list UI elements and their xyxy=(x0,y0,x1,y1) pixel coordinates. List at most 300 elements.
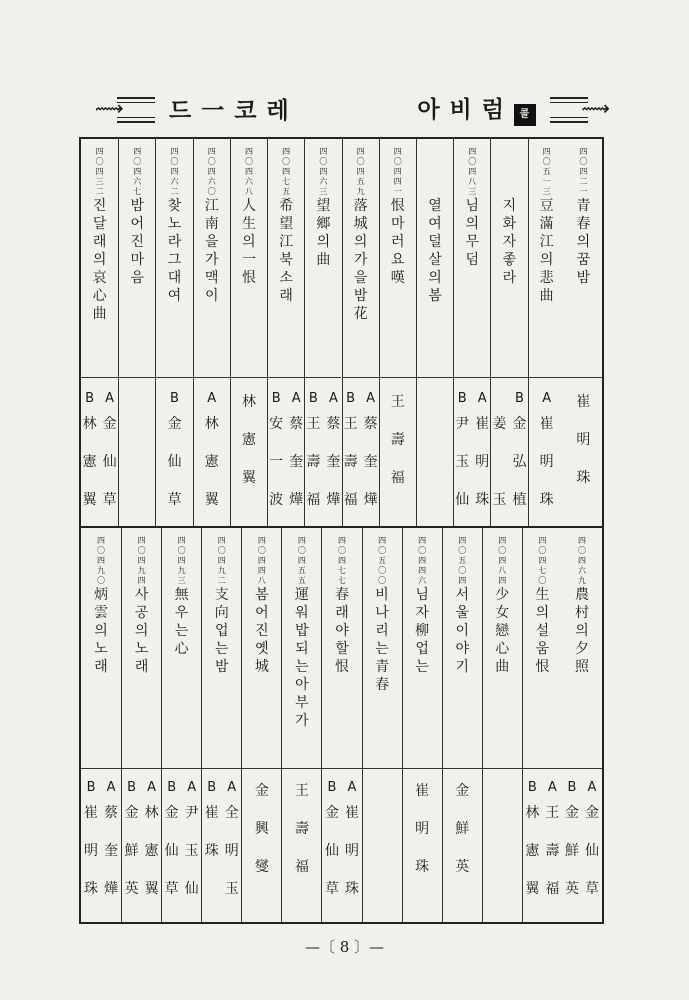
title-char: 무 xyxy=(465,234,479,250)
record-artists xyxy=(454,391,490,527)
artist-char: 林 xyxy=(525,805,540,821)
record-artists xyxy=(122,780,161,916)
artist-char: 草 xyxy=(102,492,117,508)
record-number: 四 〇 四 五 九 xyxy=(356,147,365,196)
record-number: 四 〇 四 七 〇 xyxy=(538,536,547,585)
title-char: 江 xyxy=(204,198,219,214)
title-char: 滿 xyxy=(539,216,554,232)
title-char: 悲 xyxy=(539,270,554,286)
record-title xyxy=(529,197,565,305)
title-char: 요 xyxy=(391,252,405,268)
artist-char: 蔡 xyxy=(104,805,119,821)
title-char: 恨 xyxy=(535,659,550,675)
banner-title xyxy=(155,93,550,123)
artist-char: 翼 xyxy=(144,881,159,897)
artist-char: 金 xyxy=(164,805,179,821)
record-artists xyxy=(529,391,565,527)
artist-char: 林 xyxy=(204,416,219,432)
side-label: B xyxy=(167,780,177,795)
artist-char: 仙 xyxy=(584,843,599,859)
title-char: 豆 xyxy=(539,198,554,214)
artist-name xyxy=(583,780,600,916)
title-char: 希 xyxy=(279,198,294,214)
artist-char: 金 xyxy=(455,783,470,799)
title-char: 리 xyxy=(375,623,389,639)
record-number: 四 〇 四 六 三 xyxy=(319,147,328,196)
record-number: 四 〇 四 九 四 xyxy=(137,536,146,585)
title-char: 의 xyxy=(465,216,479,232)
title-char: 의 xyxy=(94,623,108,639)
artist-char: 弘 xyxy=(512,454,527,470)
title-char: 야 xyxy=(455,641,469,657)
artist-char: 憲 xyxy=(241,432,256,448)
row-separator xyxy=(483,768,522,769)
side-label: B xyxy=(346,391,356,406)
artist-char: 明 xyxy=(576,432,591,448)
record-artists xyxy=(562,780,602,916)
side-label: A xyxy=(291,391,301,406)
title-char: 의 xyxy=(428,270,442,286)
artist-name xyxy=(538,391,555,527)
artist-char: 燁 xyxy=(326,492,341,508)
artist-char: 金 xyxy=(324,805,339,821)
artist-char: 玉 xyxy=(184,843,199,859)
record-column xyxy=(379,139,416,526)
artist-char: 仙 xyxy=(184,881,199,897)
artist-name xyxy=(166,391,183,527)
artist-char: 崔 xyxy=(415,783,430,799)
title-char: 울 xyxy=(455,605,469,621)
artist-char: 憲 xyxy=(82,454,97,470)
title-char: 는 xyxy=(214,641,229,657)
side-label: A xyxy=(207,391,217,406)
record-column xyxy=(81,528,121,922)
record-number: 四 〇 四 九 〇 xyxy=(97,536,106,585)
title-char: 曲 xyxy=(316,252,331,268)
artist-char: 鮮 xyxy=(564,843,579,859)
title-char: 래 xyxy=(94,659,108,675)
title-char: 柳 xyxy=(415,623,430,639)
title-char: 春 xyxy=(375,677,390,693)
title-right-text: 아 비 럼 xyxy=(417,96,505,123)
record-column xyxy=(267,139,304,526)
title-char: 밤 xyxy=(353,288,368,304)
title-char: 의 xyxy=(353,234,368,250)
record-title xyxy=(562,586,602,676)
side-label: B xyxy=(514,391,524,406)
title-char: 밤 xyxy=(130,198,145,214)
artist-char: 安 xyxy=(269,416,284,432)
record-artists xyxy=(231,391,267,505)
title-char: 라 xyxy=(167,234,182,250)
side-label: A xyxy=(547,780,557,795)
artist-char: 玉 xyxy=(224,881,239,897)
artist-char: 壽 xyxy=(545,843,560,859)
artist-name xyxy=(389,391,406,505)
artist-char xyxy=(491,451,508,489)
artist-char: 仙 xyxy=(324,843,339,859)
record-column xyxy=(342,139,379,526)
record-column xyxy=(281,528,321,922)
artist-char: 王 xyxy=(545,805,560,821)
row-separator xyxy=(282,768,321,769)
title-char: 라 xyxy=(502,270,517,286)
artist-char: 奎 xyxy=(104,843,119,859)
record-title xyxy=(122,586,161,676)
record-column xyxy=(161,528,201,922)
artist-char: 仙 xyxy=(102,454,117,470)
title-char: 여 xyxy=(167,288,182,304)
record-title xyxy=(363,586,402,694)
title-char: 기 xyxy=(455,659,469,675)
title-char: 恨 xyxy=(390,198,405,214)
record-number: 四 〇 四 九 三 xyxy=(177,536,186,585)
record-number: 四 〇 四 七 七 xyxy=(337,536,346,585)
record-title xyxy=(491,197,527,287)
artist-char: 明 xyxy=(84,843,99,859)
artist-char: 崔 xyxy=(539,416,554,432)
title-char: 야 xyxy=(335,623,349,639)
title-char: 青 xyxy=(576,198,591,214)
side-label: A xyxy=(147,780,157,795)
title-char: 炳 xyxy=(94,587,109,603)
artist-name xyxy=(83,780,100,916)
record-number: 四 〇 五 〇 四 xyxy=(458,536,467,585)
artist-name xyxy=(103,780,120,916)
title-char: 꿈 xyxy=(576,252,591,268)
catalog-top-section xyxy=(81,139,602,526)
title-char: 달 xyxy=(92,216,107,232)
row-separator xyxy=(202,768,241,769)
title-char: 봄 xyxy=(255,587,269,603)
title-char: 는 xyxy=(295,659,309,675)
title-char: 이 xyxy=(204,288,219,304)
flourish-left-icon: ⟿ xyxy=(95,96,124,120)
artist-name xyxy=(544,780,561,916)
record-title xyxy=(483,586,522,676)
artist-char: 燮 xyxy=(254,859,269,875)
title-char: 가 xyxy=(204,252,219,268)
artist-char: 翼 xyxy=(241,470,256,486)
artist-char: 珠 xyxy=(344,881,359,897)
title-char: 恨 xyxy=(334,659,349,675)
title-char: 업 xyxy=(214,623,229,639)
title-char: 望 xyxy=(279,216,294,232)
title-char: 曲 xyxy=(92,306,107,322)
side-label: B xyxy=(567,780,577,795)
record-title xyxy=(156,197,192,305)
title-char: 一 xyxy=(241,252,256,268)
title-char: 할 xyxy=(335,641,349,657)
side-label: B xyxy=(85,391,95,406)
artist-char: 壽 xyxy=(294,821,309,837)
artist-char: 植 xyxy=(512,492,527,508)
record-column xyxy=(522,528,562,922)
record-title xyxy=(565,197,602,287)
title-char: 설 xyxy=(535,623,550,639)
title-char: 러 xyxy=(391,234,405,250)
row-separator xyxy=(454,377,490,378)
artist-char: 仙 xyxy=(455,492,470,508)
record-title xyxy=(242,586,281,676)
title-char: 曲 xyxy=(495,659,510,675)
artist-char: 福 xyxy=(545,881,560,897)
artist-char: 崔 xyxy=(204,805,219,821)
artist-char: 明 xyxy=(539,454,554,470)
title-char: 青 xyxy=(375,659,390,675)
artist-name xyxy=(203,780,220,916)
record-artists xyxy=(322,780,361,916)
artist-char: 奎 xyxy=(363,454,378,470)
artist-char: 燁 xyxy=(104,881,119,897)
title-char: 을 xyxy=(353,270,368,286)
record-title xyxy=(231,197,267,287)
record-title xyxy=(81,197,118,323)
row-separator xyxy=(81,768,121,769)
title-char: 江 xyxy=(539,234,554,250)
record-column xyxy=(121,528,161,922)
title-char: 옛 xyxy=(255,641,269,657)
row-separator xyxy=(417,377,453,378)
side-label: A xyxy=(105,391,115,406)
title-char: 님 xyxy=(465,198,479,214)
artist-name xyxy=(342,391,359,527)
artist-char: 尹 xyxy=(455,416,470,432)
record-column xyxy=(321,528,361,922)
record-number: 四 〇 四 六 九 xyxy=(577,536,586,585)
artist-char: 珠 xyxy=(84,881,99,897)
record-artists xyxy=(194,391,230,527)
title-char: 支 xyxy=(214,587,229,603)
title-char: 少 xyxy=(495,587,510,603)
title-char: 어 xyxy=(255,605,269,621)
row-separator xyxy=(322,768,361,769)
row-separator xyxy=(380,377,416,378)
record-artists xyxy=(565,391,602,505)
flourish-right-icon: ⟿ xyxy=(581,96,610,120)
title-char: 照 xyxy=(574,659,589,675)
artist-char: 王 xyxy=(343,416,358,432)
record-number: 四 〇 四 二 一 xyxy=(579,147,588,196)
artist-char: 燁 xyxy=(363,492,378,508)
side-label: A xyxy=(366,391,376,406)
side-label: B xyxy=(327,780,337,795)
record-number: 四 〇 四 四 一 xyxy=(393,147,402,196)
record-artists xyxy=(491,391,527,527)
title-char: 진 xyxy=(92,198,107,214)
row-separator xyxy=(523,768,562,769)
artist-char: 崔 xyxy=(344,805,359,821)
title-right xyxy=(417,91,536,126)
artist-char: 興 xyxy=(254,821,269,837)
artist-char: 翼 xyxy=(82,492,97,508)
artist-char: 燁 xyxy=(289,492,304,508)
artist-char: 玉 xyxy=(492,492,507,508)
artist-char: 金 xyxy=(564,805,579,821)
artist-char: 奎 xyxy=(326,454,341,470)
title-char: 의 xyxy=(92,252,107,268)
side-label: A xyxy=(347,780,357,795)
artist-char: 草 xyxy=(167,492,182,508)
artist-char: 蔡 xyxy=(289,416,304,432)
artist-char: 王 xyxy=(306,416,321,432)
artist-char: 蔡 xyxy=(326,416,341,432)
record-column xyxy=(304,139,341,526)
row-separator xyxy=(565,377,602,378)
side-label: A xyxy=(477,391,487,406)
title-char: 마 xyxy=(391,216,405,232)
title-char: 人 xyxy=(241,198,256,214)
title-char: 마 xyxy=(130,252,145,268)
record-number: 四 〇 四 八 三 xyxy=(468,147,477,196)
title-char: 지 xyxy=(502,198,517,214)
side-label: A xyxy=(542,391,552,406)
title-char: 夕 xyxy=(574,641,589,657)
title-char: 대 xyxy=(167,270,182,286)
record-number: 四 〇 四 八 四 xyxy=(498,536,507,585)
artist-name xyxy=(454,780,471,894)
record-artists xyxy=(305,391,341,527)
title-char: 는 xyxy=(174,623,189,639)
row-separator xyxy=(81,377,118,378)
header-banner xyxy=(95,93,610,123)
title-char: 花 xyxy=(353,306,368,322)
side-label xyxy=(491,391,508,413)
record-number: 四 〇 五 一 三 xyxy=(542,147,551,196)
title-char: 曲 xyxy=(539,288,554,304)
artist-char: 金 xyxy=(102,416,117,432)
title-char: 되 xyxy=(295,641,309,657)
row-separator xyxy=(231,377,267,378)
title-char: 움 xyxy=(535,641,550,657)
record-artists xyxy=(162,780,201,916)
artist-name xyxy=(563,780,580,916)
artist-char: 波 xyxy=(269,492,284,508)
title-char: 봄 xyxy=(428,288,442,304)
side-label: B xyxy=(527,780,537,795)
title-char: 城 xyxy=(353,216,368,232)
row-separator xyxy=(242,768,281,769)
artist-name xyxy=(143,780,160,916)
record-column xyxy=(402,528,442,922)
title-char: 運 xyxy=(294,587,309,603)
artist-name xyxy=(362,391,379,527)
artist-char: 珠 xyxy=(539,492,554,508)
side-label: B xyxy=(86,780,96,795)
artist-char: 翼 xyxy=(525,881,540,897)
record-column xyxy=(362,528,402,922)
title-char: 生 xyxy=(241,216,256,232)
artist-char: 林 xyxy=(241,394,256,410)
page-number: —〔 8 〕— xyxy=(304,938,385,956)
record-artists xyxy=(380,391,416,505)
row-separator xyxy=(156,377,192,378)
side-label: B xyxy=(207,780,217,795)
record-title xyxy=(380,197,416,287)
artist-char: 金 xyxy=(512,416,527,432)
artist-name xyxy=(305,391,322,527)
artist-char: 英 xyxy=(564,881,579,897)
artist-name xyxy=(223,780,240,916)
record-column xyxy=(453,139,490,526)
artist-name xyxy=(240,391,257,505)
artist-name xyxy=(163,780,180,916)
record-title xyxy=(162,586,201,658)
artist-char: 尹 xyxy=(184,805,199,821)
row-separator xyxy=(529,377,565,378)
artist-char: 金 xyxy=(167,416,182,432)
row-separator xyxy=(562,768,602,769)
title-char: 江 xyxy=(279,234,294,250)
title-char: 찾 xyxy=(167,198,182,214)
title-char: 맥 xyxy=(204,270,219,286)
title-char: 가 xyxy=(295,713,309,729)
title-char: 의 xyxy=(576,234,591,250)
title-char: 여 xyxy=(428,216,442,232)
record-column xyxy=(442,528,482,922)
artist-char: 憲 xyxy=(144,843,159,859)
record-number: 四 〇 五 〇 〇 xyxy=(378,536,387,585)
title-char: 心 xyxy=(174,641,189,657)
record-column xyxy=(193,139,230,526)
record-artists xyxy=(81,391,118,527)
title-char: 春 xyxy=(334,587,349,603)
record-artists xyxy=(523,780,562,916)
artist-char: 姜 xyxy=(492,416,507,432)
title-char: 農 xyxy=(574,587,589,603)
title-char: 노 xyxy=(94,641,108,657)
record-artists xyxy=(202,780,241,916)
title-char: 의 xyxy=(242,234,256,250)
record-column xyxy=(528,139,565,526)
title-char: 우 xyxy=(174,605,189,621)
artist-char: 金 xyxy=(124,805,139,821)
row-separator xyxy=(194,377,230,378)
title-char: 는 xyxy=(415,659,429,675)
title-char: 래 xyxy=(335,605,349,621)
artist-char: 全 xyxy=(224,805,239,821)
record-title xyxy=(454,197,490,269)
record-title xyxy=(282,586,321,730)
record-artists xyxy=(268,391,304,527)
title-left: 드 一 코 레 xyxy=(169,97,290,124)
artist-char: 憲 xyxy=(525,843,540,859)
side-label: A xyxy=(328,391,338,406)
record-column xyxy=(230,139,267,526)
record-number: 四 〇 四 九 二 xyxy=(217,536,226,585)
artist-char: 憲 xyxy=(204,454,219,470)
side-label: A xyxy=(227,780,237,795)
title-char: 비 xyxy=(375,587,389,603)
title-char: 女 xyxy=(495,605,510,621)
artist-name xyxy=(491,391,508,527)
record-title xyxy=(194,197,230,305)
title-char: 의 xyxy=(316,234,331,250)
artist-name xyxy=(268,391,285,527)
record-number: 四 〇 四 六 二 xyxy=(170,147,179,196)
title-char: 부 xyxy=(295,695,309,711)
title-char: 心 xyxy=(92,288,107,304)
title-char: 소 xyxy=(279,270,293,286)
title-char: 을 xyxy=(204,234,219,250)
title-char: 래 xyxy=(279,288,293,304)
artist-name xyxy=(183,780,200,916)
title-char: 북 xyxy=(279,252,293,268)
title-char: 진 xyxy=(255,623,269,639)
record-artists xyxy=(282,780,321,894)
record-title xyxy=(343,197,379,323)
row-separator xyxy=(268,377,304,378)
